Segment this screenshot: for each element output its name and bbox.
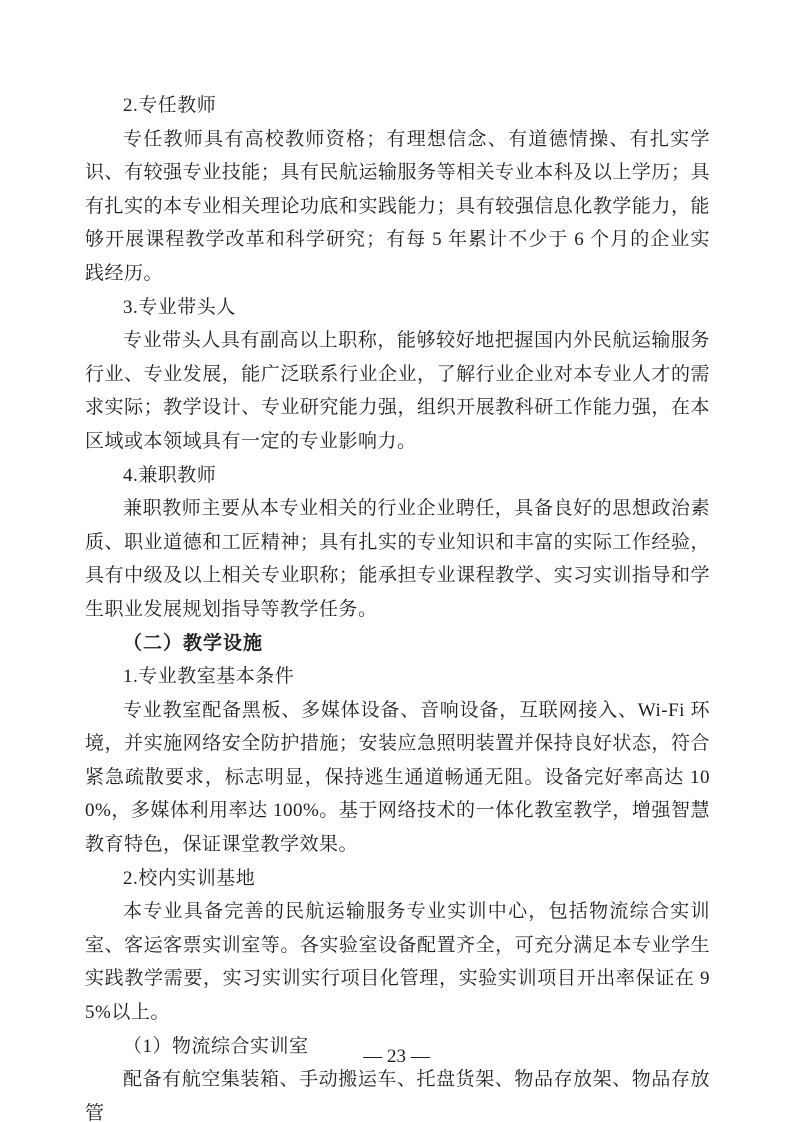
paragraph-logistics-training-room: 配备有航空集装箱、手动搬运车、托盘货架、物品存放架、物品存放管 (85, 1069, 710, 1122)
paragraph-campus-training-base: 本专业具备完善的民航运输服务专业实训中心，包括物流综合实训室、客运客票实训室等。各实验室设备配置齐全，可充分满足本专业学生实践教学需要，实习实训实行项目化管理，实验实训项目开出率保证在 95%以上。 (85, 901, 710, 1024)
paragraph-classroom-basic-conditions: 专业教室配备黑板、多媒体设备、音响设备，互联网接入、Wi-Fi 环境，并实施网络安全防护措施；安装应急照明装置并保持良好状态，符合紧急疏散要求，标志明显，保持逃生通道畅通无阻。设备完好率高达 100%，多媒体利用率达 100%。基于网络技术的一体化教室教学，增强智慧教育特色，保证课堂教学效果。 (85, 699, 710, 856)
paragraph-parttime-teachers: 兼职教师主要从本专业相关的行业企业聘任，具备良好的思想政治素质、职业道德和工匠精神；具有扎实的专业知识和丰富的实际工作经验，具有中级及以上相关专业职称；能承担专业课程教学、实习实训指导和学生职业发展规划指导等教学任务。 (85, 498, 710, 620)
document-body (85, 89, 710, 1122)
heading-program-leader: 3.专业带头人 (123, 296, 236, 318)
heading-logistics-training-room: （1）物流综合实训室 (123, 1035, 309, 1057)
heading-parttime-teachers: 4.兼职教师 (123, 464, 217, 486)
heading-teaching-facilities: （二）教学设施 (123, 632, 264, 654)
page-number: — 23 — (363, 1046, 430, 1067)
paragraph-program-leader: 专业带头人具有副高以上职称，能够较好地把握国内外民航运输服务行业、专业发展，能广泛联系行业企业，了解行业企业对本专业人才的需求实际；教学设计、专业研究能力强，组织开展教科研工作能力强，在本区域或本领域具有一定的专业影响力。 (85, 330, 710, 452)
heading-classroom-basic-conditions: 1.专业教室基本条件 (123, 666, 295, 688)
heading-campus-training-base: 2.校内实训基地 (123, 867, 256, 889)
heading-fulltime-teachers: 2.专任教师 (123, 95, 217, 116)
paragraph-fulltime-teachers: 专任教师具有高校教师资格；有理想信念、有道德情操、有扎实学识、有较强专业技能；具有民航运输服务等相关专业本科及以上学历；具有扎实的本专业相关理论功底和实践能力；具有较强信息化教学能力，能够开展课程教学改革和科学研究；有每 5 年累计不少于 6 个月的企业实践经历。 (85, 128, 710, 284)
